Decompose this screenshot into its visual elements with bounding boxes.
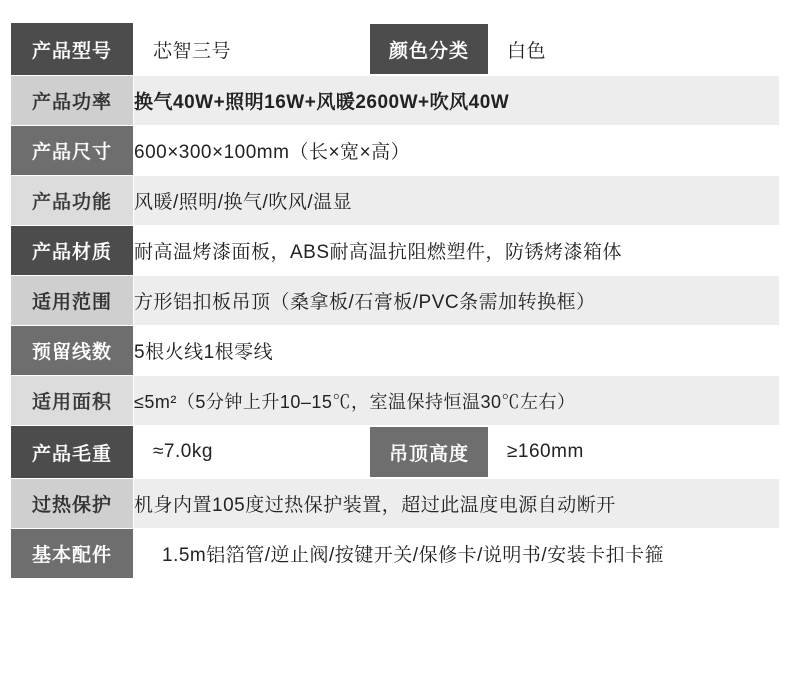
row-value-overheat: 机身内置105度过热保护装置，超过此温度电源自动断开 (134, 479, 780, 529)
row-value-model (134, 23, 780, 76)
table-row (11, 326, 780, 376)
row-value-power: 换气40W+照明16W+风暖2600W+吹风40W (134, 76, 780, 126)
table-row (11, 226, 780, 276)
table-row (11, 126, 780, 176)
split-row-weight (134, 426, 779, 478)
row-value-function: 风暖/照明/换气/吹风/温显 (134, 176, 780, 226)
weight-value: ≈7.0kg (135, 427, 370, 478)
row-label-material: 产品材质 (11, 226, 134, 276)
row-label-power: 产品功率 (11, 76, 134, 126)
row-label-model: 产品型号 (11, 23, 134, 76)
row-value-accessories: 1.5m铝箔管/逆止阀/按键开关/保修卡/说明书/安装卡扣卡箍 (134, 529, 780, 579)
row-value-wires: 5根火线1根零线 (134, 326, 780, 376)
table-row (11, 529, 780, 579)
row-label-function: 产品功能 (11, 176, 134, 226)
row-label-overheat: 过热保护 (11, 479, 134, 529)
table-row (11, 176, 780, 226)
row-value-weight (134, 426, 780, 479)
product-spec-table (10, 22, 780, 579)
row-value-area: ≤5m²（5分钟上升10–15℃，室温保持恒温30℃左右） (134, 376, 780, 426)
row-label-accessories: 基本配件 (11, 529, 134, 579)
row-label-area: 适用面积 (11, 376, 134, 426)
ceiling-height-value: ≥160mm (489, 427, 779, 478)
table-row (11, 76, 780, 126)
table-row (11, 276, 780, 326)
row-label-scope: 适用范围 (11, 276, 134, 326)
table-row (11, 376, 780, 426)
row-label-wires: 预留线数 (11, 326, 134, 376)
table-row (11, 23, 780, 76)
split-row-model (134, 23, 779, 75)
row-value-material: 耐高温烤漆面板，ABS耐高温抗阻燃塑件，防锈烤漆箱体 (134, 226, 780, 276)
table-row (11, 479, 780, 529)
row-value-scope: 方形铝扣板吊顶（桑拿板/石膏板/PVC条需加转换框） (134, 276, 780, 326)
row-label-color: 颜色分类 (370, 24, 489, 75)
row-label-size: 产品尺寸 (11, 126, 134, 176)
row-value-size: 600×300×100mm（长×宽×高） (134, 126, 780, 176)
table-row (11, 426, 780, 479)
color-value: 白色 (489, 24, 779, 75)
row-label-weight: 产品毛重 (11, 426, 134, 479)
row-label-ceiling-height: 吊顶高度 (370, 427, 489, 478)
model-value: 芯智三号 (135, 24, 370, 75)
